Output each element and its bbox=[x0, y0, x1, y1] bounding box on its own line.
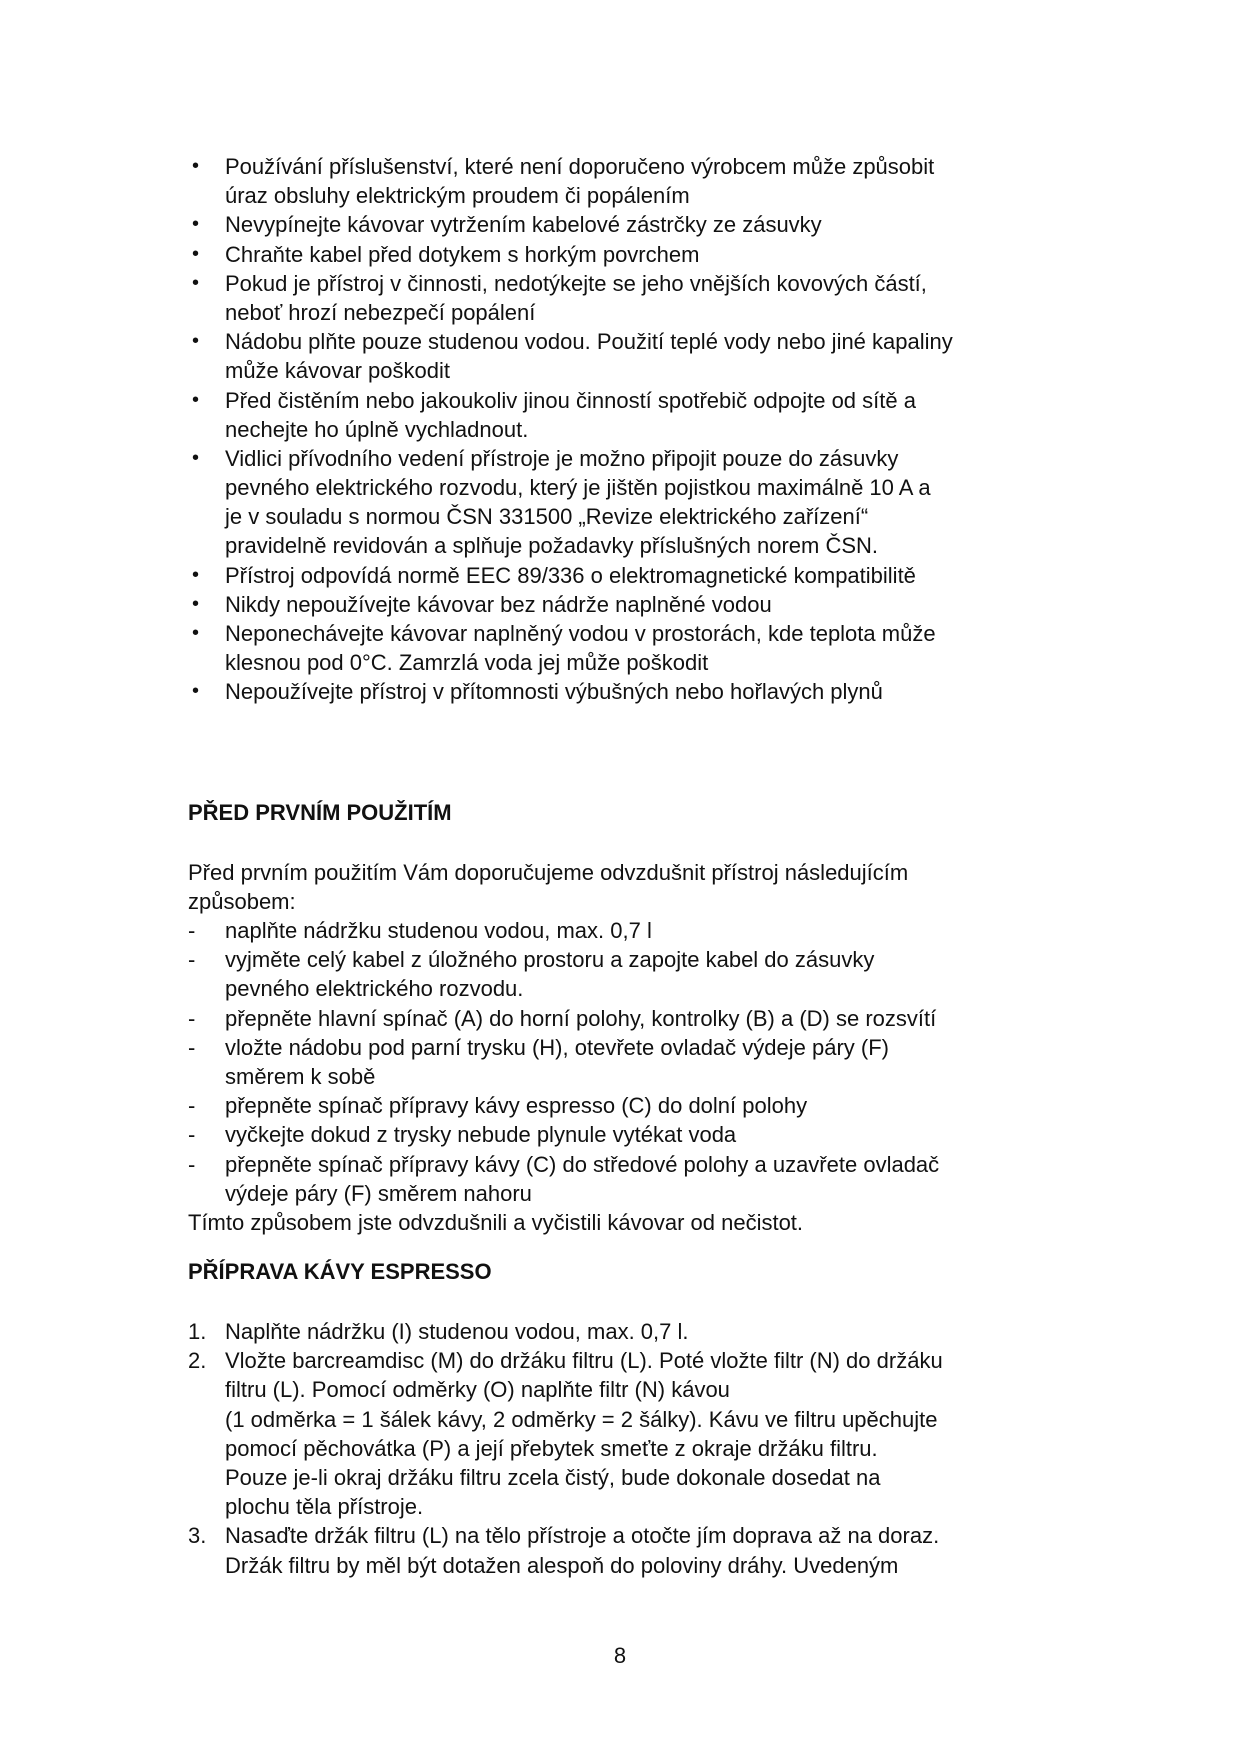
bullet-item-text bbox=[225, 590, 1088, 619]
dash-item-text bbox=[225, 1091, 1088, 1120]
bullet-item-marker: • bbox=[192, 330, 200, 353]
bullet-item-marker: • bbox=[192, 563, 200, 586]
outro-text: Tímto způsobem jste odvzdušnili a vyčistili kávovar od nečistot. bbox=[188, 1209, 804, 1235]
dash-item bbox=[188, 945, 1088, 1003]
intro-line: Před prvním použitím Vám doporučujeme odvzdušnit přístroj následujícím bbox=[188, 860, 909, 885]
dash-item-marker: - bbox=[188, 1034, 196, 1060]
text-line: filtru (L). Pomocí odměrky (O) naplňte filtr (N) kávou bbox=[225, 1377, 730, 1403]
dash-item-text bbox=[225, 1150, 1088, 1208]
text-line: Nevypínejte kávovar vytržením kabelové zástrčky ze zásuvky bbox=[225, 212, 822, 238]
text-line: vyčkejte dokud z trysky nebude plynule vytékat voda bbox=[225, 1122, 737, 1148]
bullet-item-marker: • bbox=[192, 592, 200, 615]
dash-item-marker: - bbox=[188, 1093, 196, 1119]
bullet-item-text bbox=[225, 240, 1088, 269]
text-line: pevného elektrického rozvodu, který je jištěn pojistkou maximálně 10 A a bbox=[225, 475, 931, 501]
text-line: Nasaďte držák filtru (L) na tělo přístroje a otočte jím doprava až na doraz. bbox=[225, 1523, 940, 1549]
text-line: vyjměte celý kabel z úložného prostoru a zapojte kabel do zásuvky bbox=[225, 947, 875, 973]
bullet-item-text bbox=[225, 327, 1088, 385]
bullet-item-text bbox=[225, 677, 1088, 706]
dash-item bbox=[188, 916, 1088, 945]
dash-item-marker: - bbox=[188, 918, 196, 943]
dash-item-marker: - bbox=[188, 1122, 196, 1148]
bullet-item bbox=[188, 444, 1088, 561]
text-line: klesnou pod 0°C. Zamrzlá voda jej může poškodit bbox=[225, 650, 709, 676]
bullet-item bbox=[188, 240, 1088, 269]
text-line: vložte nádobu pod parní trysku (H), otevřete ovladač výdeje páry (F) bbox=[225, 1034, 889, 1060]
dash-item-text bbox=[225, 1004, 1088, 1033]
text-line: Neponechávejte kávovar naplněný vodou v prostorách, kde teplota může bbox=[225, 621, 936, 646]
bullet-item-text bbox=[225, 386, 1088, 444]
text-line: přepněte hlavní spínač (A) do horní polohy, kontrolky (B) a (D) se rozsvítí bbox=[225, 1005, 937, 1031]
dash-item-text bbox=[225, 1033, 1088, 1091]
text-line: Pouze je-li okraj držáku filtru zcela čistý, bude dokonale dosedat na bbox=[225, 1464, 881, 1490]
bullet-item bbox=[188, 152, 1088, 210]
intro-line: způsobem: bbox=[188, 889, 296, 914]
numbered-step-marker: 2. bbox=[188, 1348, 207, 1374]
text-line: směrem k sobě bbox=[225, 1063, 376, 1089]
text-line: Před čistěním nebo jakoukoliv jinou činností spotřebič odpojte od sítě a bbox=[225, 387, 916, 413]
numbered-step bbox=[188, 1317, 1088, 1346]
text-line: neboť hrozí nebezpečí popálení bbox=[225, 299, 536, 325]
bullet-item-text bbox=[225, 561, 1088, 590]
bullet-item-marker: • bbox=[192, 271, 200, 294]
text-line: naplňte nádržku studenou vodou, max. 0,7 l bbox=[225, 918, 652, 943]
bullet-item-marker: • bbox=[192, 242, 200, 265]
bullet-item-marker: • bbox=[192, 446, 200, 469]
first-use-section bbox=[188, 858, 1088, 1237]
bullet-item-text bbox=[225, 269, 1088, 327]
text-line: přepněte spínač přípravy kávy espresso (C) do dolní polohy bbox=[225, 1093, 808, 1119]
bullet-item bbox=[188, 677, 1088, 706]
dash-item-marker: - bbox=[188, 1151, 196, 1177]
bullet-item bbox=[188, 561, 1088, 590]
bullet-item-text bbox=[225, 444, 1088, 561]
text-line: výdeje páry (F) směrem nahoru bbox=[225, 1180, 532, 1206]
numbered-step-text bbox=[225, 1317, 1088, 1346]
text-line: (1 odměrka = 1 šálek kávy, 2 odměrky = 2 šálky). Kávu ve filtru upěchujte bbox=[225, 1406, 938, 1432]
dash-item-text bbox=[225, 945, 1088, 1003]
bullet-item-text bbox=[225, 152, 1088, 210]
numbered-step bbox=[188, 1346, 1088, 1521]
dash-item-marker: - bbox=[188, 1005, 196, 1031]
text-line: pevného elektrického rozvodu. bbox=[225, 976, 524, 1002]
bullet-item bbox=[188, 210, 1088, 239]
dash-item bbox=[188, 1120, 1088, 1149]
bullet-item-marker: • bbox=[192, 680, 200, 703]
bullet-item-marker: • bbox=[192, 213, 200, 236]
safety-bullet-list bbox=[188, 152, 1088, 707]
text-line: plochu těla přístroje. bbox=[225, 1494, 424, 1520]
text-line: Vidlici přívodního vedení přístroje je možno připojit pouze do zásuvky bbox=[225, 445, 899, 471]
numbered-step-text bbox=[225, 1346, 1088, 1521]
text-line: Naplňte nádržku (I) studenou vodou, max. 0,7 l. bbox=[225, 1319, 689, 1344]
text-line: Nádobu plňte pouze studenou vodou. Použití teplé vody nebo jiné kapaliny bbox=[225, 329, 953, 355]
bullet-item bbox=[188, 619, 1088, 677]
bullet-item bbox=[188, 269, 1088, 327]
text-line: nechejte ho úplně vychladnout. bbox=[225, 416, 529, 442]
espresso-steps bbox=[188, 1317, 1088, 1580]
dash-item bbox=[188, 1033, 1088, 1091]
bullet-item bbox=[188, 386, 1088, 444]
bullet-item-text bbox=[225, 619, 1088, 677]
text-line: pomocí pěchovátka (P) a její přebytek smeťte z okraje držáku filtru. bbox=[225, 1435, 878, 1461]
dash-item bbox=[188, 1150, 1088, 1208]
text-line: je v souladu s normou ČSN 331500 „Revize elektrického zařízení“ bbox=[225, 504, 869, 530]
page-number: 8 bbox=[613, 1643, 627, 1668]
text-line: Pokud je přístroj v činnosti, nedotýkejte se jeho vnějších kovových částí, bbox=[225, 270, 927, 296]
numbered-step bbox=[188, 1521, 1088, 1579]
text-line: úraz obsluhy elektrickým proudem či popálením bbox=[225, 183, 690, 209]
dash-item bbox=[188, 1091, 1088, 1120]
dash-item-text bbox=[225, 1120, 1088, 1149]
dash-item-text bbox=[225, 916, 1088, 945]
section-heading-first-use: PŘED PRVNÍM POUŽITÍM bbox=[188, 800, 452, 825]
bullet-item bbox=[188, 327, 1088, 385]
bullet-item-text bbox=[225, 210, 1088, 239]
text-line: přepněte spínač přípravy kávy (C) do středové polohy a uzavřete ovladač bbox=[225, 1151, 940, 1177]
bullet-item-marker: • bbox=[192, 155, 200, 177]
text-line: Přístroj odpovídá normě EEC 89/336 o elektromagnetické kompatibilitě bbox=[225, 562, 916, 588]
text-line: Nepoužívejte přístroj v přítomnosti výbušných nebo hořlavých plynů bbox=[225, 679, 883, 705]
section-heading-espresso: PŘÍPRAVA KÁVY ESPRESSO bbox=[188, 1259, 492, 1284]
numbered-step-marker: 1. bbox=[188, 1319, 207, 1344]
bullet-item bbox=[188, 590, 1088, 619]
dash-item bbox=[188, 1004, 1088, 1033]
numbered-step-marker: 3. bbox=[188, 1523, 207, 1549]
text-line: Nikdy nepoužívejte kávovar bez nádrže naplněné vodou bbox=[225, 591, 772, 617]
first-use-steps bbox=[188, 916, 1088, 1208]
text-line: Vložte barcreamdisc (M) do držáku filtru (L). Poté vložte filtr (N) do držáku bbox=[225, 1348, 943, 1374]
dash-item-marker: - bbox=[188, 947, 196, 973]
text-line: Používání příslušenství, které není doporučeno výrobcem může způsobit bbox=[225, 154, 935, 179]
text-line: Držák filtru by měl být dotažen alespoň do poloviny dráhy. Uvedeným bbox=[225, 1552, 899, 1578]
bullet-item-marker: • bbox=[192, 388, 200, 411]
numbered-step-text bbox=[225, 1521, 1088, 1579]
bullet-item-marker: • bbox=[192, 622, 200, 644]
text-line: pravidelně revidován a splňuje požadavky příslušných norem ČSN. bbox=[225, 533, 879, 559]
text-line: Chraňte kabel před dotykem s horkým povrchem bbox=[225, 241, 700, 267]
text-line: může kávovar poškodit bbox=[225, 358, 450, 384]
